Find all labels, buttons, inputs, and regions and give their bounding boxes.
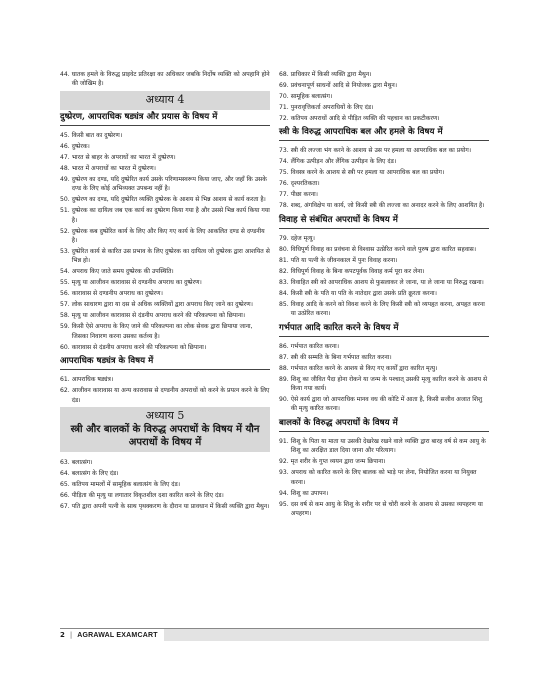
item-text: आजीवन कारावास या अन्य कारावास से दण्डनीय अपराधों को करने के प्रयत्न करने के लिए दंड। — [71, 387, 270, 404]
list-item — [279, 468, 489, 487]
page-footer — [60, 628, 489, 641]
item-list — [60, 70, 270, 89]
item-number: 44. — [60, 71, 70, 78]
item-number: 50. — [60, 196, 70, 204]
item-text: पीछा करना। — [290, 191, 318, 199]
list-item — [60, 502, 270, 511]
item-number: 55. — [60, 279, 70, 287]
item-number: 51. — [60, 207, 70, 215]
section-heading: आपराधिक षड्यंत्र के विषय में — [60, 356, 270, 370]
item-number: 65. — [60, 481, 70, 489]
chapter-4-banner — [60, 91, 270, 110]
item-number: 69. — [279, 82, 289, 89]
item-number: 90. — [279, 396, 289, 404]
item-list — [60, 131, 270, 352]
item-number: 84. — [279, 289, 289, 297]
item-list — [279, 234, 489, 319]
list-item — [60, 289, 270, 298]
list-item — [279, 267, 489, 276]
item-number: 49. — [60, 175, 70, 183]
brand-name: AGRAWAL EXAMCART — [77, 631, 158, 639]
item-number: 66. — [60, 492, 70, 500]
item-number: 91. — [279, 437, 289, 445]
item-text: विवस्त्र करने के आशय से स्त्री पर हमला या आपराधिक बल का प्रयोग। — [290, 169, 445, 177]
item-number: 59. — [60, 323, 70, 331]
item-text: विधिपूर्ण विवाह के बिना कपटपूर्वक विवाह कर्म पूरा कर लेना। — [290, 267, 425, 275]
item-list — [279, 70, 489, 123]
item-text: सामूहिक बलात्संग। — [290, 93, 333, 100]
section-heading: गर्भपात आदि कारित करने के विषय में — [279, 323, 489, 337]
list-item — [279, 114, 489, 123]
list-item — [279, 489, 489, 498]
item-number: 86. — [279, 342, 289, 350]
item-number: 94. — [279, 489, 289, 497]
item-number: 52. — [60, 227, 70, 235]
list-item — [279, 353, 489, 362]
item-number: 76. — [279, 180, 289, 188]
chapter-title: अध्याय 4 — [145, 92, 185, 106]
list-item — [60, 458, 270, 467]
item-text: आपराधिक षड्यंत्र। — [71, 376, 114, 384]
item-text: पति या पत्नी के जीवनकाल में पुनः विवाह करना। — [290, 256, 398, 264]
item-text: अपराध को कारित करने के लिए बालक को भाड़े पर लेना, नियोजित करना या नियुक्त करना। — [290, 469, 477, 486]
list-item — [60, 375, 270, 384]
item-number: 58. — [60, 312, 70, 320]
item-number: 79. — [279, 234, 289, 242]
list-item — [60, 195, 270, 204]
item-text: दुष्प्रेरित कार्य से कारित उस प्रभाव के लिए दुष्प्रेरक का दायित्व जो दुष्प्रेरक द्वारा आशयित से भिन्न हो। — [71, 248, 270, 265]
left-column — [60, 70, 270, 513]
item-text: पीड़िता की मृत्यु या लगातार विकृतशील दशा कारित करने के लिए दंड। — [71, 492, 224, 500]
section-heading: विवाह से संबंधित अपराधों के विषय में — [279, 215, 489, 229]
list-item — [60, 491, 270, 500]
item-text: गर्भपात कारित करना। — [290, 342, 340, 350]
list-item — [60, 206, 270, 225]
list-item — [279, 437, 489, 456]
list-item — [279, 457, 489, 466]
list-item — [60, 131, 270, 140]
item-list — [279, 342, 489, 414]
item-text: किसी स्त्री के पति या पति के नातेदार द्वारा उसके प्रति क्रूरता करना। — [290, 289, 437, 297]
item-text: स्त्री की लज्जा भंग करने के आशय से उस पर हमला या आपराधिक बल का प्रयोग। — [290, 147, 472, 155]
item-text: शब्द, अंगविक्षेप या कार्य, जो किसी स्त्री की लज्जा का अनादर करने के लिए आशयित है। — [290, 202, 485, 210]
item-text: मृत शरीर के गुप्त व्ययन द्वारा जन्म छिपाना। — [290, 458, 386, 466]
item-text: गर्भपात कारित करने के आशय से किए गए कार्यों द्वारा कारित मृत्यु। — [290, 364, 438, 372]
item-text: भारत से बाहर के अपराधों का भारत में दुष्प्रेरण। — [71, 153, 176, 161]
item-text: दुष्प्रेरक। — [71, 142, 90, 150]
item-number: 48. — [60, 164, 70, 172]
item-number: 89. — [279, 375, 289, 383]
item-number: 61. — [60, 376, 70, 384]
list-item — [60, 164, 270, 173]
list-item — [279, 300, 489, 319]
list-item — [60, 278, 270, 287]
list-item — [279, 364, 489, 373]
item-number: 54. — [60, 268, 70, 276]
list-item — [60, 469, 270, 478]
list-item — [279, 500, 489, 519]
item-text: दृश्यरतिकता। — [290, 180, 320, 188]
list-item — [279, 190, 489, 199]
item-number: 56. — [60, 290, 70, 298]
item-number: 71. — [279, 104, 289, 111]
item-text: प्राधिकार में किसी व्यक्ति द्वारा मैथुन। — [290, 71, 372, 78]
item-number: 62. — [60, 387, 70, 395]
list-item — [279, 92, 489, 101]
item-text: विवाहित स्त्री को आपराधिक आशय से फुसलाकर ले जाना, या ले जाना या निरुद्ध रखना। — [290, 278, 484, 286]
item-text: विवाह आदि के करने को विवश करने के लिए किसी स्त्री को व्यपहृत करना, अपहृत करना या उत्प्रेरित करना। — [290, 300, 485, 318]
item-text: अपराध किए जाते समय दुष्प्रेरक की उपस्थिति। — [71, 268, 174, 276]
item-number: 67. — [60, 503, 70, 511]
page-number: 2 — [60, 631, 65, 639]
item-text: मृत्यु या आजीवन कारावास से दण्डनीय अपराध का दुष्प्रेरण। — [71, 279, 202, 287]
list-item — [279, 146, 489, 155]
item-text: दुष्प्रेरण का दण्ड, यदि दुष्प्रेरित कार्य उसके परिणामस्वरूप किया जाए, और जहाँ कि उसके दण्ड के लिए कोई अभिव्यक्त उपबन्ध नहीं है। — [71, 175, 267, 193]
item-number: 77. — [279, 191, 289, 199]
chapter-title: अध्याय 5 — [145, 409, 185, 423]
list-item — [60, 153, 270, 162]
item-text: दुष्प्रेरक कब दुष्प्रेरित कार्य के लिए और किए गए कार्य के लिए आकलित दण्ड से दण्डनीय है। — [71, 227, 265, 245]
list-item — [279, 245, 489, 254]
item-number: 46. — [60, 142, 70, 150]
item-text: दहेज मृत्यु। — [290, 234, 315, 242]
item-number: 57. — [60, 301, 70, 309]
list-item — [60, 386, 270, 405]
item-text: घातक हमले के विरुद्ध प्राइवेट प्रतिरक्षा का अधिकार जबकि निर्दोष व्यक्ति को अपहानि होने की जोखिम है। — [71, 71, 270, 88]
list-item — [279, 234, 489, 243]
item-number: 92. — [279, 458, 289, 466]
item-list — [279, 146, 489, 210]
item-text: लोक साधारण द्वारा या दस से अधिक व्यक्तियों द्वारा अपराध किए जाने का दुष्प्रेरण। — [71, 301, 253, 309]
item-number: 73. — [279, 147, 289, 155]
item-text: प्रवंचनापूर्ण साधनों आदि से नियोजक द्वारा मैथुन। — [290, 82, 398, 89]
item-text: बलात्संग के लिए दंड। — [71, 470, 119, 478]
item-text: शिशु का उपापन। — [290, 489, 329, 497]
list-item — [60, 227, 270, 246]
item-list — [279, 437, 489, 519]
item-number: 83. — [279, 278, 289, 286]
item-text: ऐसे कार्य द्वारा जो आपराधिक मानव वध की कोटि में आता है, किसी सजीव अजात शिशु की मृत्यु कारित करना। — [290, 396, 483, 413]
section-heading: बालकों के विरुद्ध अपराधों के विषय में — [279, 418, 489, 432]
list-item — [279, 256, 489, 265]
chapter-5-banner — [60, 407, 270, 452]
item-number: 74. — [279, 158, 289, 166]
item-number: 45. — [60, 131, 70, 139]
list-item — [279, 168, 489, 177]
item-text: विधिपूर्ण विवाह का प्रवंचना से विश्वास उत्प्रेरित करने वाले पुरुष द्वारा कारित सहवास। — [290, 245, 477, 253]
list-item — [279, 70, 489, 79]
item-number: 95. — [279, 500, 289, 508]
list-item — [60, 175, 270, 194]
item-number: 60. — [60, 343, 70, 351]
list-item — [279, 81, 489, 90]
item-number: 53. — [60, 248, 70, 256]
list-item — [279, 342, 489, 351]
item-list — [60, 375, 270, 405]
list-item — [60, 343, 270, 352]
list-item — [60, 142, 270, 151]
item-number: 78. — [279, 202, 289, 210]
item-number: 88. — [279, 364, 289, 372]
chapter-subtitle: दुष्प्रेरण, आपराधिक षड्यंत्र और प्रयास के विषय में — [60, 112, 270, 126]
chapter-subtitle: स्त्री और बालकों के विरुद्ध अपराधों के विषय में यौन अपराधों के विषय में — [70, 424, 260, 449]
list-item — [279, 157, 489, 166]
item-number: 63. — [60, 459, 70, 467]
item-text: शिशु के पिता या माता या उसकी देखरेख रखने वाले व्यक्ति द्वारा बारह वर्ष से कम आयु के शिशु का अरक्षित डाल दिया जाना और परित्याग। — [290, 437, 486, 455]
item-number: 85. — [279, 300, 289, 308]
item-text: दस वर्ष से कम आयु के शिशु के शरीर पर से चोरी करने के आशय से उसका व्यपहरण या अपहरण। — [290, 500, 483, 518]
item-number: 87. — [279, 353, 289, 361]
list-item — [60, 300, 270, 309]
item-number: 93. — [279, 469, 289, 477]
item-text: शिशु का जीवित पैदा होना रोकने या जन्म के पश्चात् उसकी मृत्यु कारित करने के आशय से किया गया कार्य। — [290, 375, 488, 393]
item-text: स्त्री की सम्मति के बिना गर्भपात कारित करना। — [290, 353, 392, 361]
list-item — [279, 201, 489, 210]
item-text: किसी ऐसे अपराध के किए जाने की परिकल्पना का लोक सेवक द्वारा छिपाया जाना, जिसका निवारण करना उसका कर्तव्य है। — [71, 323, 253, 340]
item-number: 80. — [279, 245, 289, 253]
item-text: भारत में अपराधों का भारत में दुष्प्रेरण। — [71, 164, 156, 172]
item-text: कारावास से दंडनीय अपराध करने की परिकल्पना को छिपाना। — [71, 343, 207, 351]
item-number: 70. — [279, 93, 289, 100]
footer-bar — [164, 629, 489, 641]
footer-separator: | — [69, 631, 73, 639]
item-text: दुष्प्रेरण का दण्ड, यदि दुष्प्रेरित व्यक्ति दुष्प्रेरक के आशय से भिन्न आशय से कार्य करता है। — [71, 196, 266, 204]
item-number: 68. — [279, 71, 289, 78]
section-heading: स्त्री के विरुद्ध आपराधिक बल और हमले के विषय में — [279, 127, 489, 141]
list-item — [279, 278, 489, 287]
right-column — [279, 70, 489, 520]
list-item — [279, 395, 489, 414]
item-number: 47. — [60, 153, 70, 161]
item-list — [60, 458, 270, 511]
list-item — [279, 179, 489, 188]
item-number: 72. — [279, 115, 289, 122]
list-item — [60, 322, 270, 341]
list-item — [60, 267, 270, 276]
item-text: लैंगिक उत्पीड़न और लैंगिक उत्पीड़न के लिए दंड। — [290, 158, 397, 166]
item-text: कतिपय अपराधों आदि से पीड़ित व्यक्ति की पहचान का प्रकटीकरण। — [290, 115, 440, 122]
list-item — [60, 311, 270, 320]
item-text: कारावास से दण्डनीय अपराध का दुष्प्रेरण। — [71, 290, 163, 298]
list-item — [279, 375, 489, 394]
list-item — [279, 289, 489, 298]
item-text: बलात्संग। — [71, 459, 93, 467]
item-text: पति द्वारा अपनी पत्नी के साथ पृथक्करण के दौरान या प्रावधान में किसी व्यक्ति द्वारा मैथुन। — [71, 503, 270, 511]
list-item — [60, 70, 270, 89]
item-number: 82. — [279, 267, 289, 275]
item-text: कतिपय मामलों में सामूहिक बलात्संग के लिए दंड। — [71, 481, 181, 489]
item-text: दुष्प्रेरक का दायित्व जब एक कार्य का दुष्प्रेरण किया गया है और उससे भिन्न कार्य किया गया है। — [71, 207, 270, 224]
item-number: 64. — [60, 470, 70, 478]
item-number: 81. — [279, 256, 289, 264]
item-text: पुनरावृत्तिकर्ता अपराधियों के लिए दंड। — [290, 104, 374, 111]
list-item — [60, 480, 270, 489]
item-number: 75. — [279, 169, 289, 177]
list-item — [60, 247, 270, 266]
list-item — [279, 103, 489, 112]
item-text: मृत्यु या आजीवन कारावास से दंडनीय अपराध करने की परिकल्पना को छिपाना। — [71, 312, 246, 320]
item-text: किसी बात का दुष्प्रेरण। — [71, 131, 123, 139]
